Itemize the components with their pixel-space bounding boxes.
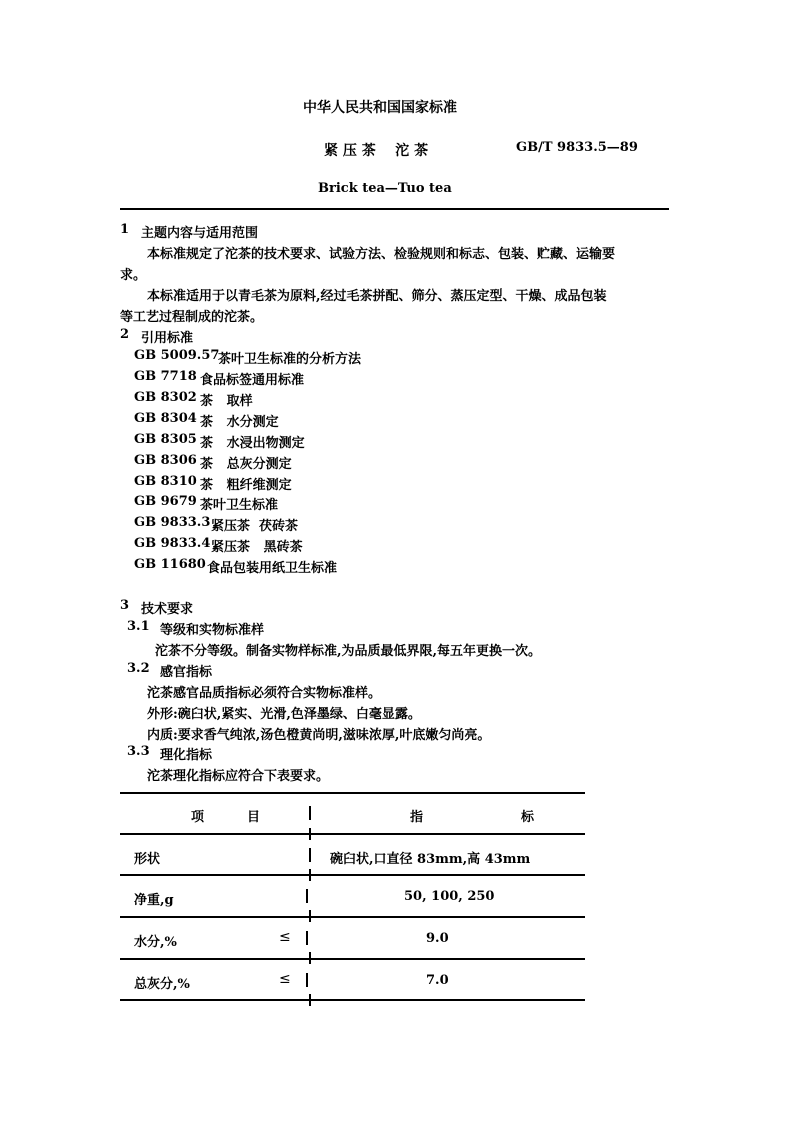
subsection-3-2-title: 感官指标: [160, 665, 213, 680]
country-standard: 中华人民共和国国家标准: [303, 100, 457, 116]
subsection-3-3-number: 3.3: [127, 744, 150, 759]
table-rule: [120, 874, 585, 876]
section-1-para-2-line-1: 本标准适用于以青毛茶为原料,经过毛茶拼配、筛分、蒸压定型、干燥、成品包装: [147, 289, 607, 304]
header-divider: [120, 208, 669, 210]
reference-title: 食品标签通用标准: [200, 373, 305, 388]
reference-title: 茶 水浸出物测定: [200, 436, 305, 451]
subsection-3-1-number: 3.1: [127, 619, 150, 634]
row-value-net-weight: 50, 100, 250: [404, 889, 495, 904]
table-rule: [120, 916, 585, 918]
subsection-3-2-number: 3.2: [127, 661, 150, 676]
reference-title: 食品包装用纸卫生标准: [207, 561, 338, 576]
section-3-title: 技术要求: [141, 602, 194, 617]
column-divider: [309, 994, 311, 1006]
reference-code: GB 9833.4: [134, 536, 211, 551]
reference-code: GB 9833.3: [134, 515, 211, 530]
reference-code: GB 11680: [134, 557, 206, 572]
subsection-3-3-title: 理化指标: [160, 748, 213, 763]
reference-code: GB 8305: [134, 432, 197, 447]
reference-code: GB 5009.57: [134, 348, 220, 363]
section-3-number: 3: [120, 598, 130, 613]
section-1-para-1-line-2: 求。: [120, 268, 147, 283]
reference-code: GB 9679: [134, 494, 197, 509]
reference-title: 紧压茶 黑砖茶: [211, 540, 303, 555]
reference-title: 茶 粗纤维测定: [200, 478, 292, 493]
reference-code: GB 8306: [134, 453, 197, 468]
subsection-3-1-text: 沱茶不分等级。制备实物样标准,为品质最低界限,每五年更换一次。: [155, 644, 542, 659]
reference-title: 茶 水分测定: [200, 415, 279, 430]
row-value-shape: 碗臼状,口直径 83mm,高 43mm: [330, 852, 531, 867]
section-1-para-1-line-1: 本标准规定了沱茶的技术要求、试验方法、检验规则和标志、包装、贮藏、运输要: [147, 247, 616, 262]
table-rule: [120, 958, 585, 960]
column-divider: [306, 973, 308, 987]
reference-code: GB 7718: [134, 369, 197, 384]
reference-code: GB 8310: [134, 474, 197, 489]
reference-title: 茶 总灰分测定: [200, 457, 292, 472]
column-divider: [306, 889, 308, 903]
column-divider: [309, 806, 311, 820]
header-item-char-2: 目: [247, 810, 261, 825]
reference-title: 茶 取样: [200, 394, 253, 409]
subsection-3-2-text-1: 沱茶感官品质指标必须符合实物标准样。: [147, 686, 382, 701]
reference-code: GB 8302: [134, 390, 197, 405]
title-cn: 紧 压 茶 沱 茶: [324, 143, 429, 159]
column-divider: [309, 910, 311, 922]
column-divider: [309, 828, 311, 840]
subsection-3-2-text-2: 外形:碗臼状,紧实、光滑,色泽墨绿、白毫显露。: [147, 707, 421, 722]
table-rule: [120, 999, 585, 1001]
subsection-3-1-title: 等级和实物标准样: [160, 623, 265, 638]
subsection-3-3-text: 沱茶理化指标应符合下表要求。: [147, 769, 330, 784]
row-operator-moisture: ≤: [279, 929, 291, 945]
standard-code: GB/T 9833.5—89: [516, 140, 638, 155]
column-divider: [309, 869, 311, 881]
row-item-net-weight: 净重,g: [134, 893, 174, 908]
reference-item: [134, 348, 219, 363]
section-1-number: 1: [120, 222, 130, 237]
row-value-total-ash: 7.0: [426, 973, 449, 988]
reference-title: 茶叶卫生标准的分析方法: [218, 352, 362, 367]
subsection-3-2-text-3: 内质:要求香气纯浓,汤色橙黄尚明,滋味浓厚,叶底嫩匀尚亮。: [147, 728, 491, 743]
header-item-char-1: 项: [191, 810, 205, 825]
title-en: Brick tea—Tuo tea: [318, 181, 452, 196]
column-divider: [309, 952, 311, 964]
row-value-moisture: 9.0: [426, 931, 449, 946]
row-operator-total-ash: ≤: [279, 971, 291, 987]
reference-title: 紧压茶 茯砖茶: [211, 519, 299, 534]
row-item-shape: 形状: [134, 852, 161, 867]
header-index-char-1: 指: [410, 810, 424, 825]
section-1-para-2-line-2: 等工艺过程制成的沱茶。: [120, 310, 264, 325]
row-item-total-ash: 总灰分,%: [134, 977, 190, 992]
section-2-number: 2: [120, 327, 130, 342]
reference-title: 茶叶卫生标准: [200, 498, 279, 513]
reference-code: GB 8304: [134, 411, 197, 426]
section-2-title: 引用标准: [141, 331, 194, 346]
column-divider: [306, 931, 308, 945]
row-item-moisture: 水分,%: [134, 935, 177, 950]
table-rule: [120, 833, 585, 835]
section-1-title: 主题内容与适用范围: [141, 226, 259, 241]
table-rule: [120, 792, 585, 794]
column-divider: [309, 848, 311, 862]
header-index-char-2: 标: [521, 810, 535, 825]
